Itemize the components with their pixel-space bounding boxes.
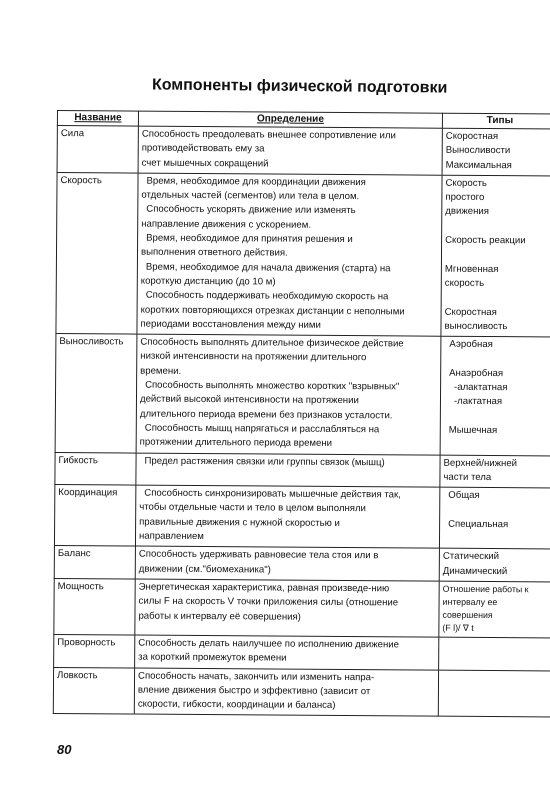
definition-line: Способность удерживать равновесие тела стоя или в — [138, 548, 379, 562]
type-item: совершения — [442, 609, 493, 620]
type-item: (F l)/ ∇ t — [442, 622, 474, 633]
definition-line: Предел растяжения связки или группы связок (мышц) — [144, 455, 385, 468]
page-title: Компоненты физической подготовки — [151, 76, 448, 97]
type-item: выносливость — [444, 320, 508, 333]
table-row — [54, 546, 550, 582]
definition-line: отдельных частей (сегментов) или тела в целом. — [141, 189, 360, 203]
definition-line: счет мышечных сокращений — [141, 157, 269, 170]
type-item: скорость — [444, 277, 485, 289]
component-types — [442, 128, 550, 176]
type-item: простого — [445, 191, 485, 204]
definition-line: Время, необходимое для принятия решения и — [146, 232, 353, 246]
table-row — [54, 485, 550, 550]
definition-line: скорости, гибкости, координации и баланса) — [137, 698, 336, 712]
definition-line: противодействовать ему за — [141, 142, 265, 155]
definition-line: длительного периода времени без признаков усталости. — [139, 408, 393, 421]
definition-line: действий высокой интенсивности на протяжении — [139, 393, 359, 407]
component-name: Выносливость — [55, 334, 137, 453]
component-name: Скорость — [56, 172, 138, 334]
component-definition — [136, 453, 440, 488]
page-number: 80 — [57, 742, 72, 757]
component-types — [441, 175, 550, 337]
definition-line: выполнения ответного действия. — [140, 246, 288, 259]
definition-line: движении (см."биомеханика") — [138, 563, 271, 576]
component-definition — [135, 579, 439, 637]
type-item: Выносливости — [445, 145, 511, 157]
component-types — [438, 670, 550, 718]
definition-line: Способность синхронизировать мышечные действия так, — [144, 487, 401, 501]
definition-line: чтобы отдельные части и тело в целом выполняли — [139, 502, 366, 515]
type-item: Специальная — [448, 518, 509, 530]
table-row — [54, 634, 550, 670]
component-name: Ловкость — [53, 667, 134, 714]
type-item: части тела — [443, 471, 492, 483]
definition-line: периодами восстановления между ними — [140, 318, 321, 331]
component-types — [439, 581, 550, 638]
table-row — [55, 452, 550, 488]
type-item: Динамический — [442, 565, 508, 577]
header-name: Название — [57, 111, 138, 127]
component-name: Координация — [54, 485, 135, 547]
definition-line: низкой интенсивности на протяжении длительного — [140, 351, 367, 364]
type-item: Верхней/нижней — [443, 457, 518, 469]
definition-line: за короткий промежуток времени — [138, 651, 287, 664]
definition-line: Способность мышц напрягаться и расслабляться на — [144, 422, 380, 436]
types-spacer — [445, 291, 550, 306]
component-definition — [136, 334, 441, 454]
table-row — [54, 578, 550, 637]
types-spacer — [444, 409, 550, 424]
definition-line: силы F на скорость V точки приложения силы (отношение — [138, 595, 399, 609]
component-name: Мощность — [54, 578, 135, 635]
type-item: Скорость — [445, 177, 487, 189]
component-definition — [135, 635, 439, 670]
component-types — [440, 336, 550, 455]
header-types: Типы — [442, 113, 550, 129]
type-item: Анаэробная — [449, 367, 504, 379]
type-item: Мгновенная — [444, 263, 499, 275]
table-row — [55, 334, 550, 456]
definition-line: направлением — [138, 530, 204, 543]
types-spacer — [443, 503, 550, 518]
definition-line: протяжении длительного периода времени — [139, 436, 333, 450]
definition-line: времени. — [140, 365, 182, 377]
types-spacer — [445, 219, 550, 234]
component-name: Проворность — [54, 634, 135, 667]
definition-line: Способность поддерживать необходимую скорость на — [145, 289, 389, 303]
type-item: Скоростная — [444, 306, 497, 318]
definition-line: Время, необходимое для начала движения (старта) на — [145, 261, 391, 275]
table-row — [53, 667, 550, 717]
definition-line: правильные движения с нужной скоростью и — [139, 516, 340, 529]
definition-line: вление движения быстро и эффективно (зависит от — [137, 684, 371, 697]
definition-line: Способность выполнять множество коротких "взрывных" — [145, 379, 400, 393]
table-row — [56, 172, 550, 337]
type-item: Максимальная — [445, 159, 512, 171]
component-definition — [137, 173, 442, 336]
type-item: Статический — [442, 551, 500, 563]
definition-line: работы к интервалу её совершения) — [138, 610, 301, 623]
component-name: Сила — [57, 126, 138, 173]
type-item: Скорость реакции — [445, 234, 526, 247]
definition-line: Способность делать наилучшее по исполнению движение — [138, 637, 400, 651]
component-types — [440, 455, 550, 488]
component-name: Баланс — [54, 546, 135, 579]
table-row — [57, 126, 550, 176]
components-table — [53, 110, 550, 718]
component-name: Гибкость — [55, 452, 136, 485]
definition-line: направление движения с ускорением. — [141, 218, 312, 231]
definition-line: коротких повторяющихся отрезках дистанции с неполными — [140, 304, 405, 317]
component-definition — [135, 546, 439, 581]
type-item: Аэробная — [449, 338, 493, 351]
type-item: -алактатная — [454, 381, 508, 394]
type-item: Отношение работы к — [442, 583, 529, 595]
definition-line: короткую дистанцию (до 10 м) — [140, 275, 276, 288]
definition-line: Способность начать, закончить или изменить напра- — [138, 670, 375, 683]
type-item: Мышечная — [448, 424, 498, 437]
component-types — [439, 487, 550, 549]
definition-line: Энергетическая характеристика, равная произведе-нию — [138, 581, 390, 595]
type-item: Скоростная — [445, 130, 499, 143]
header-definition: Определение — [138, 111, 442, 128]
type-item: -лактатная — [453, 396, 503, 408]
type-item: Общая — [448, 489, 480, 502]
type-item: движения — [445, 206, 490, 218]
component-types — [439, 548, 550, 581]
component-definition — [134, 668, 438, 717]
component-definition — [135, 485, 439, 548]
table-body — [53, 126, 550, 718]
type-item: интервалу ее — [442, 596, 498, 607]
definition-line: Способность преодолевать внешнее сопротивление или — [141, 128, 396, 142]
definition-line: Способность выполнять длительное физическое действие — [140, 336, 404, 350]
definition-line: Время, необходимое для координации движения — [146, 175, 366, 189]
component-types — [439, 637, 550, 670]
definition-line: Способность ускорять движение или изменять — [146, 204, 356, 217]
types-spacer — [444, 352, 550, 367]
component-definition — [138, 126, 442, 175]
types-spacer — [445, 248, 550, 263]
